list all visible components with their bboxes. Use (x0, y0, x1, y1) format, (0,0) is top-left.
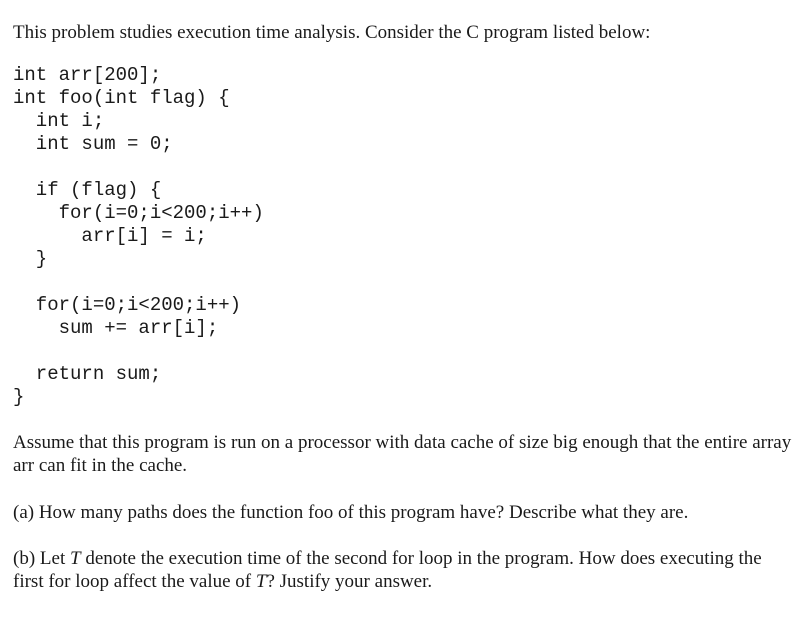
code-line: arr[i] = i; (13, 225, 207, 247)
question-b-part3: ? Justify your answer. (266, 571, 433, 592)
code-line: } (13, 386, 25, 408)
question-b-part1: (b) Let (13, 548, 70, 569)
code-line: } (13, 248, 48, 270)
code-line: int i; (13, 110, 105, 132)
code-line: return sum; (13, 363, 162, 385)
question-a: (a) How many paths does the function foo of this program have? Describe what they are. (13, 502, 689, 523)
question-b (13, 547, 793, 593)
code-line: for(i=0;i<200;i++) (13, 202, 264, 224)
code-line: int arr[200]; (13, 64, 162, 86)
code-line: if (flag) { (13, 179, 162, 201)
code-line (13, 271, 264, 294)
intro-text: This problem studies execution time analysis. Consider the C program listed below: (13, 22, 651, 43)
assumption-text: Assume that this program is run on a processor with data cache of size big enough that the entire array arr can fit in the cache. (13, 432, 792, 476)
code-line: sum += arr[i]; (13, 317, 219, 339)
question-b-part2: denote the execution time of the second for loop in the program. How does executing the first for loop affect the value of (13, 548, 762, 592)
variable-t: T (255, 571, 267, 592)
code-line (13, 156, 264, 179)
code-line: for(i=0;i<200;i++) (13, 294, 242, 316)
variable-t: T (69, 548, 81, 569)
code-listing (13, 64, 264, 409)
code-line: int foo(int flag) { (13, 87, 230, 109)
code-line: int sum = 0; (13, 133, 173, 155)
code-line (13, 340, 264, 363)
